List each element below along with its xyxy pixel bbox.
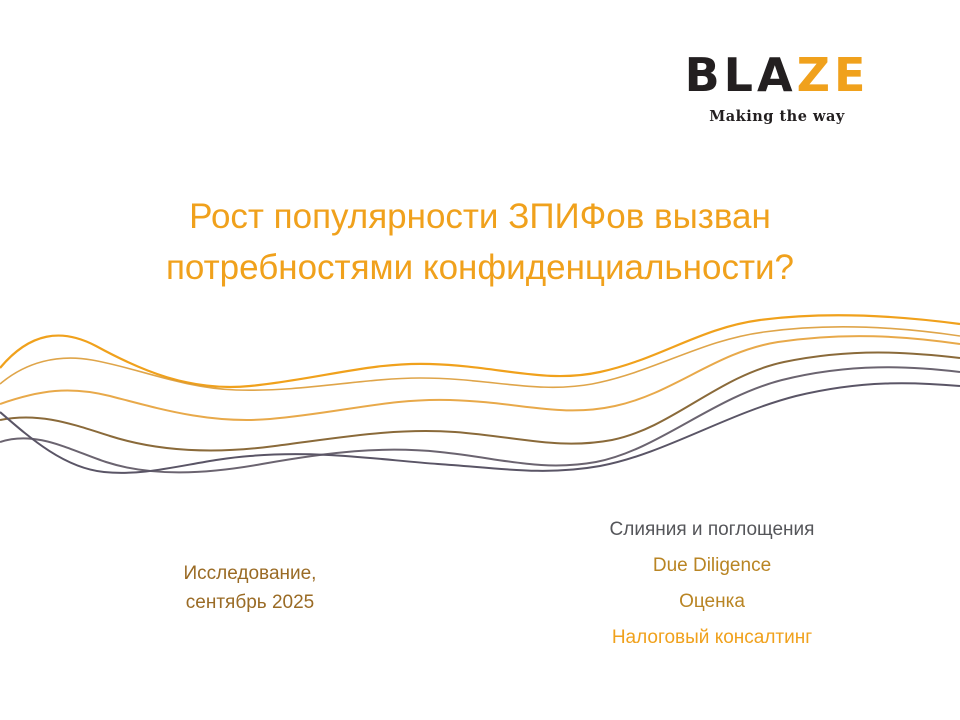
service-item-tax-consulting: Налоговый консалтинг (611, 626, 813, 648)
service-item-due-diligence: Due Diligence (652, 554, 772, 576)
service-item-mergers: Слияния и поглощения (609, 519, 815, 540)
brand-wordmark-part1: BLA (684, 48, 797, 102)
research-date: сентябрь 2025 (185, 591, 315, 613)
research-label: Исследование, (183, 563, 317, 584)
brand-logo (662, 48, 892, 125)
slide-title (80, 192, 880, 294)
brand-wordmark-part2: Z (796, 48, 834, 102)
services-list (522, 512, 902, 656)
slide-title-line1: Рост популярности ЗПИФов вызван (189, 197, 771, 236)
wave-lines-decoration (0, 300, 960, 500)
service-item-valuation: Оценка (679, 590, 745, 612)
brand-wordmark (662, 48, 892, 102)
brand-tagline: Making the way (709, 108, 845, 125)
research-date-block (120, 560, 380, 617)
slide-title-line2: потребностями конфиденциальности? (165, 247, 794, 287)
wave-lines-icon (0, 300, 960, 500)
brand-wordmark-part3: E (833, 48, 870, 102)
